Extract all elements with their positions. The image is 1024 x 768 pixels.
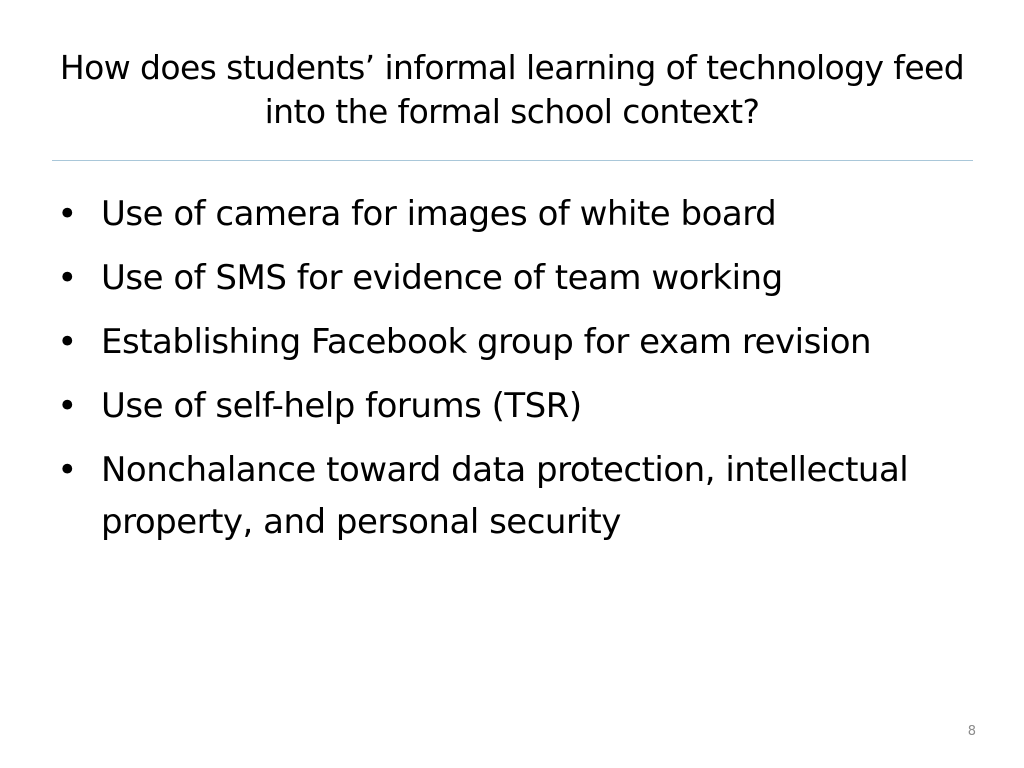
bullet-icon: • [57,450,77,490]
bullet-icon: • [57,194,77,234]
page-number: 8 [967,724,976,739]
bullet-item [54,188,984,240]
bullet-text: Use of SMS for evidence of team working [101,258,783,298]
bullet-item [54,380,984,432]
bullet-text: Use of camera for images of white board [101,194,777,234]
bullet-list [54,188,984,560]
bullet-item [54,316,984,368]
bullet-item [54,252,984,304]
bullet-icon: • [57,322,77,362]
bullet-text: Use of self-help forums (TSR) [101,386,582,426]
bullet-icon: • [57,258,77,298]
bullet-text: Establishing Facebook group for exam revision [101,322,872,362]
bullet-item [54,444,984,548]
bullet-text: Nonchalance toward data protection, intellectual property, and personal security [101,450,909,542]
slide-title: How does students’ informal learning of technology feed into the formal school context? [59,48,965,131]
bullet-icon: • [57,386,77,426]
title-divider [52,160,973,161]
